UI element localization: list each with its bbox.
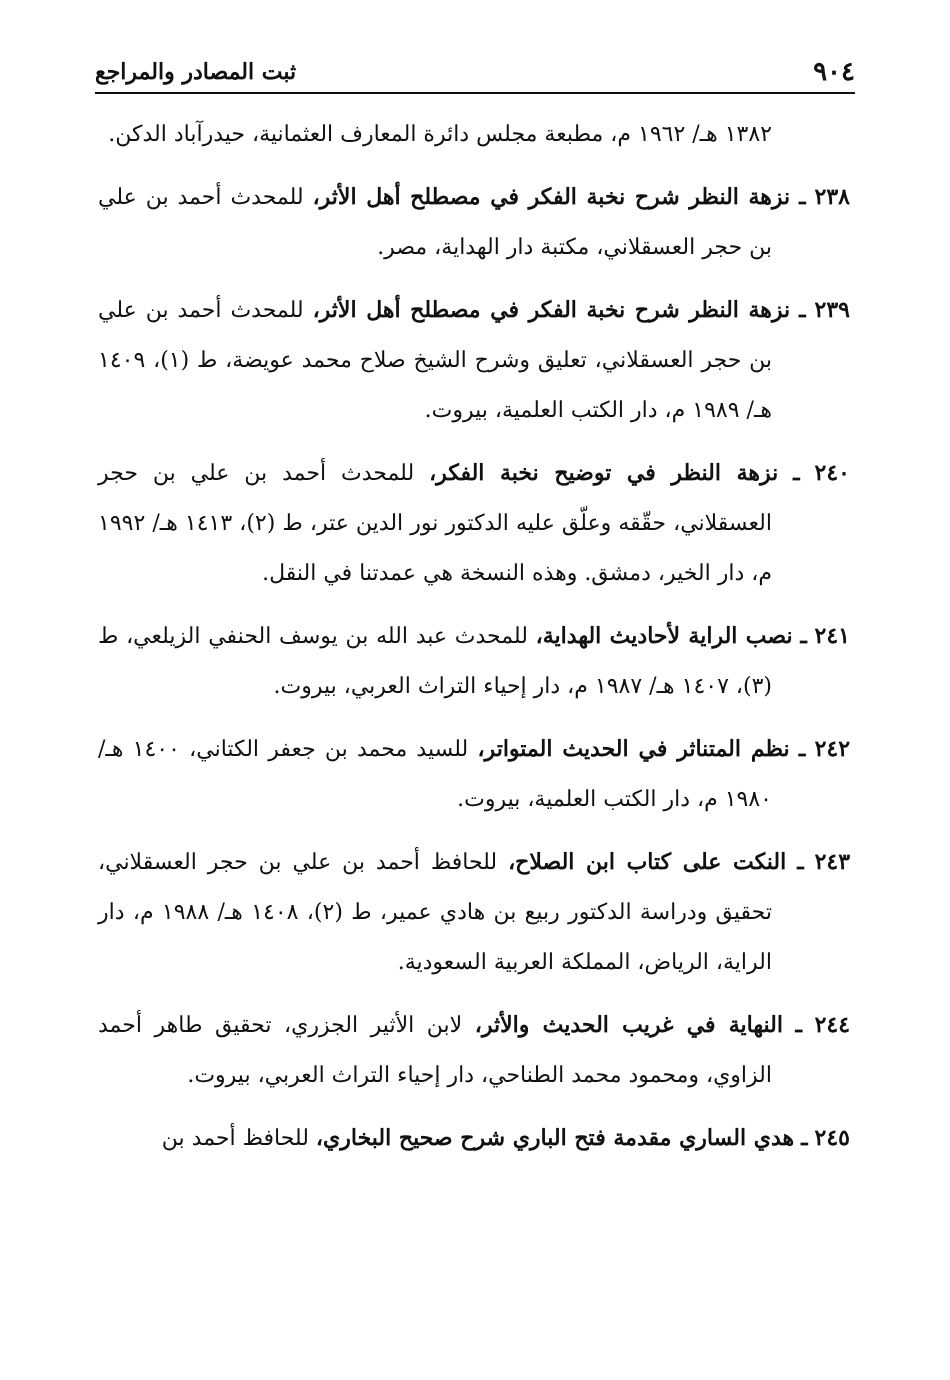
entry-number: ٢٤٥ [814,1125,850,1151]
bibliography-entry [98,837,850,988]
entry-details: للحافظ أحمد بن علي بن حجر العسقلاني، تحقيق ودراسة الدكتور ربيع بن هادي عمير، ط (٢)، ١٤٠٨ هـ/ ١٩٨٨ م، دار الراية، الرياض، المملكة العربية السعودية. [98,850,772,975]
bibliography-entry [98,611,850,712]
entry-dash: ـ [800,623,807,649]
entry-dash: ـ [795,1012,802,1038]
running-title: ثبت المصادر والمراجع [95,59,297,85]
page-header [95,46,855,90]
entry-number: ٢٤٣ [814,849,851,875]
entry-details: للحافظ أحمد بن [161,1126,309,1151]
entry-number: ٢٣٩ [814,297,850,323]
entry-number: ٢٤٢ [814,736,851,762]
entry-title: نزهة النظر شرح نخبة الفكر في مصطلح أهل الأثر، [312,297,791,323]
header-divider [95,92,855,94]
bibliography-entry [98,1113,850,1164]
entry-title: هدي الساري مقدمة فتح الباري شرح صحيح البخاري، [315,1125,795,1151]
entry-title: نظم المتناثر في الحديث المتواتر، [477,736,790,762]
bibliography-entry [98,1000,850,1101]
entry-dash: ـ [801,1125,808,1151]
entry-details: للمحدث أحمد بن علي بن حجر العسقلاني، حقّقه وعلّق عليه الدكتور نور الدين عتر، ط (٢)، ١٤١٣ هـ/ ١٩٩٢ م، دار الخير، دمشق. وهذه النسخة هي عمدتنا في النقل. [98,461,772,586]
page-number: ٩٠٤ [813,57,855,87]
entry-dash: ـ [793,460,800,486]
entry-details: لابن الأثير الجزري، تحقيق طاهر أحمد الزاوي، ومحمود محمد الطناحي، دار إحياء التراث العربي، بيروت. [98,1013,772,1088]
entry-title: نزهة النظر شرح نخبة الفكر في مصطلح أهل الأثر، [312,184,791,210]
continued-entry-text: ١٣٨٢ هـ/ ١٩٦٢ م، مطبعة مجلس دائرة المعارف العثمانية، حيدرآباد الدكن. [108,122,772,147]
entry-details: للمحدث أحمد بن علي بن حجر العسقلاني، مكتبة دار الهداية، مصر. [98,185,772,260]
entry-number: ٢٤١ [814,623,850,649]
entry-details: للمحدث عبد الله بن يوسف الحنفي الزيلعي، ط (٣)، ١٤٠٧ هـ/ ١٩٨٧ م، دار إحياء التراث العربي، بيروت. [98,624,772,699]
entry-dash: ـ [799,297,806,323]
bibliography-list [98,110,850,1176]
entry-number: ٢٤٤ [814,1012,851,1038]
entry-title: النهاية في غريب الحديث والأثر، [474,1012,783,1038]
entry-title: نصب الراية لأحاديث الهداية، [535,623,793,649]
entry-dash: ـ [799,184,806,210]
entry-number: ٢٣٨ [814,184,850,210]
entry-details: للسيد محمد بن جعفر الكتاني، ١٤٠٠ هـ/ ١٩٨٠ م، دار الكتب العلمية، بيروت. [98,737,772,812]
entry-number: ٢٤٠ [814,460,850,486]
bibliography-entry [98,448,850,599]
bibliography-entry [98,724,850,825]
entry-dash: ـ [798,736,806,762]
entry-details: للمحدث أحمد بن علي بن حجر العسقلاني، تعليق وشرح الشيخ صلاح محمد عويضة، ط (١)، ١٤٠٩ هـ/ ١٩٨٩ م، دار الكتب العلمية، بيروت. [98,298,772,423]
entry-dash: ـ [797,849,804,875]
entry-title: النكت على كتاب ابن الصلاح، [508,849,787,875]
bibliography-entry [98,285,850,436]
entry-title: نزهة النظر في توضيح نخبة الفكر، [429,460,779,486]
bibliography-entry [98,172,850,273]
